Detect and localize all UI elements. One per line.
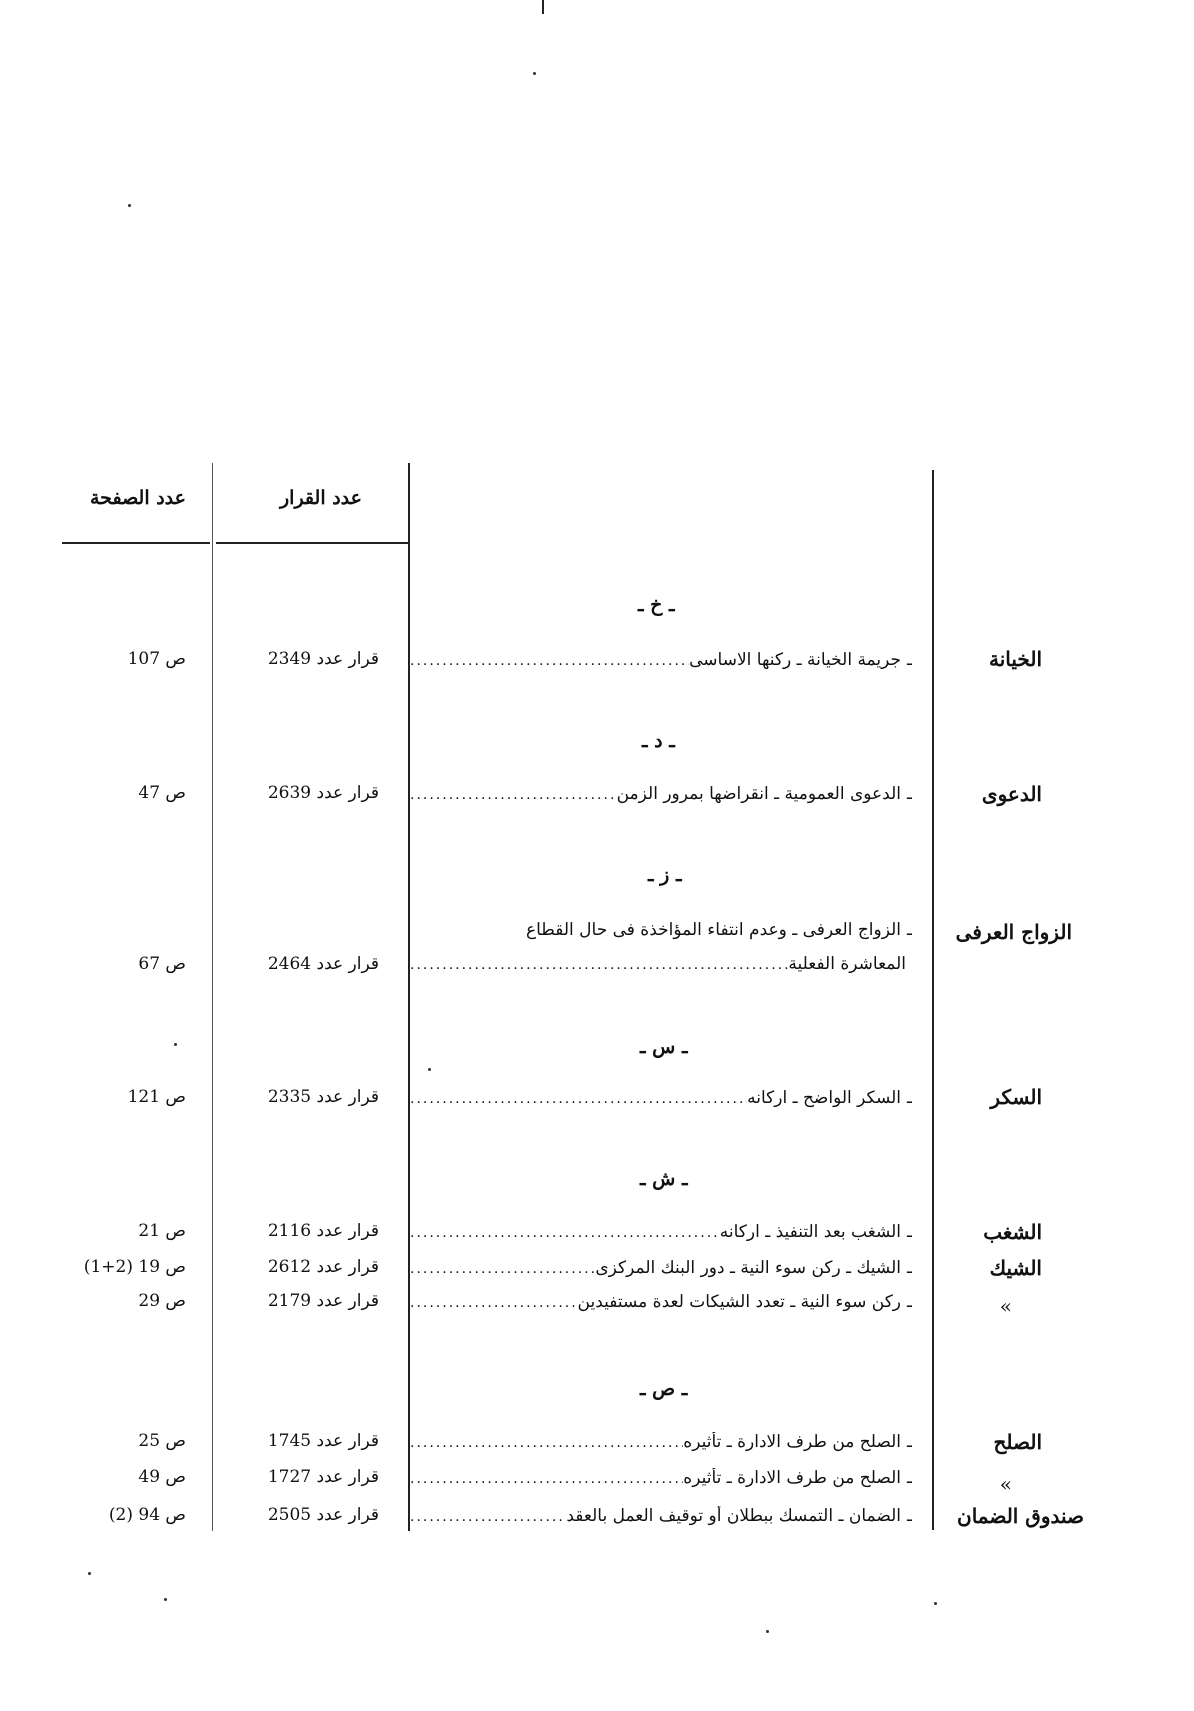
entry-description: ـ الزواج العرفى ـ وعدم انتفاء المؤاخذة فى حال القطاع bbox=[525, 920, 912, 940]
scan-speck bbox=[428, 1068, 431, 1071]
section-letter-shin: ـ ش ـ bbox=[640, 1168, 688, 1190]
entry-description: ـ الصلح من طرف الادارة ـ تأثيره ..... bbox=[410, 1468, 912, 1488]
page-number: ص 29 bbox=[138, 1291, 186, 1311]
entry-description: ـ السكر الواضح ـ اركانه ..... bbox=[410, 1088, 912, 1108]
keyword-zawaj-urfi: الزواج العرفى bbox=[955, 920, 1072, 944]
scan-speck bbox=[164, 1598, 167, 1601]
page-number: ص 67 bbox=[138, 954, 186, 974]
column-rule-page bbox=[212, 463, 213, 1531]
section-letter-dal: ـ د ـ bbox=[642, 730, 675, 752]
section-letter-zay: ـ ز ـ bbox=[648, 864, 682, 886]
header-underline-page bbox=[62, 542, 210, 544]
entry-description: ـ الضمان ـ التمسك ببطلان أو توقيف العمل بالعقد ..... bbox=[410, 1506, 912, 1526]
scan-speck bbox=[934, 1602, 937, 1605]
column-rule-keyword bbox=[932, 470, 934, 1530]
column-rule-decision bbox=[408, 463, 410, 1531]
scan-speck bbox=[766, 1630, 769, 1633]
keyword-daawa: الدعوى bbox=[981, 782, 1042, 806]
keyword-sundouq-daman: صندوق الضمان bbox=[957, 1504, 1084, 1528]
header-page-number: عدد الصفحة bbox=[90, 487, 186, 509]
entry-description: ـ جريمة الخيانة ـ ركنها الاساسى ..... bbox=[410, 650, 912, 670]
decision-number: قرار عدد 2179 bbox=[267, 1291, 379, 1311]
page-number: ص 19 (2+1) bbox=[83, 1257, 186, 1277]
keyword-sulh: الصلح bbox=[993, 1430, 1042, 1454]
header-decision-number: عدد القرار bbox=[279, 487, 362, 509]
decision-number: قرار عدد 2335 bbox=[267, 1087, 379, 1107]
section-letter-kha: ـ خ ـ bbox=[638, 594, 675, 616]
page-number: ص 94 (2) bbox=[108, 1505, 186, 1525]
section-letter-sad: ـ ص ـ bbox=[640, 1378, 688, 1400]
keyword-shaghab: الشغب bbox=[983, 1220, 1042, 1244]
scan-speck bbox=[533, 72, 536, 75]
entry-description-continued: المعاشرة الفعلية ..... bbox=[410, 954, 906, 974]
decision-number: قرار عدد 2116 bbox=[267, 1221, 379, 1241]
scan-speck bbox=[88, 1572, 91, 1575]
entry-description: ـ ركن سوء النية ـ تعدد الشيكات لعدة مستفيدين ..... bbox=[410, 1292, 912, 1312]
entry-description: ـ الشغب بعد التنفيذ ـ اركانه ..... bbox=[410, 1222, 912, 1242]
decision-number: قرار عدد 2464 bbox=[267, 954, 379, 974]
page-number: ص 21 bbox=[138, 1221, 186, 1241]
keyword-khiyana: الخيانة bbox=[989, 647, 1042, 671]
section-letter-sin: ـ س ـ bbox=[640, 1036, 688, 1058]
decision-number: قرار عدد 1745 bbox=[267, 1431, 379, 1451]
page-number: ص 49 bbox=[138, 1467, 186, 1487]
decision-number: قرار عدد 1727 bbox=[267, 1467, 379, 1487]
page-number: ص 121 bbox=[127, 1087, 186, 1107]
keyword-sheek: الشيك bbox=[989, 1256, 1042, 1280]
entry-description: ـ الشيك ـ ركن سوء النية ـ دور البنك المركزى ..... bbox=[410, 1258, 912, 1278]
scan-speck bbox=[128, 204, 131, 207]
scan-speck bbox=[174, 1043, 177, 1046]
entry-description: ـ الصلح من طرف الادارة ـ تأثيره ..... bbox=[410, 1432, 912, 1452]
keyword-sukr: السكر bbox=[990, 1085, 1042, 1109]
header-underline-decision bbox=[216, 542, 408, 544]
entry-description: ـ الدعوى العمومية ـ انقراضها بمرور الزمن ..... bbox=[410, 784, 912, 804]
decision-number: قرار عدد 2349 bbox=[267, 649, 379, 669]
page-number: ص 107 bbox=[127, 649, 186, 669]
page-number: ص 25 bbox=[138, 1431, 186, 1451]
decision-number: قرار عدد 2639 bbox=[267, 783, 379, 803]
keyword-ditto: » bbox=[999, 1294, 1012, 1318]
keyword-ditto: » bbox=[999, 1472, 1012, 1496]
decision-number: قرار عدد 2505 bbox=[267, 1505, 379, 1525]
decision-number: قرار عدد 2612 bbox=[267, 1257, 379, 1277]
page-number: ص 47 bbox=[138, 783, 186, 803]
top-edge-mark bbox=[542, 0, 544, 14]
